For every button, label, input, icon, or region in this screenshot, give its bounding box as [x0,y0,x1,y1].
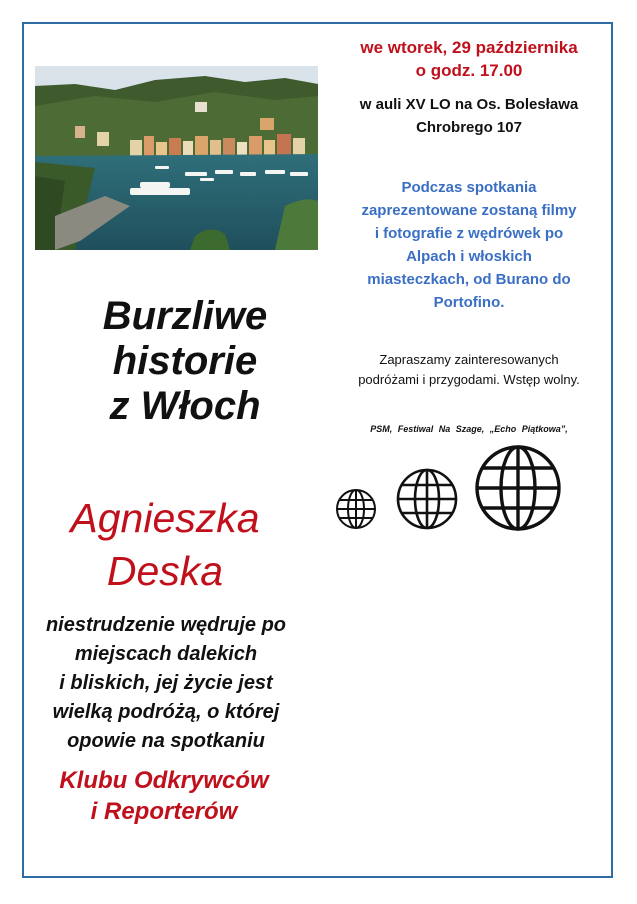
date-line: o godz. 17.00 [415,61,523,80]
description-line: zaprezentowane zostaną filmy [361,202,577,219]
event-place [330,93,608,139]
globe-icon [398,470,456,528]
place-line: Chrobrego 107 [416,119,522,136]
title-line: historie [112,339,258,383]
bio-line: i bliskich, jej życie jest [59,672,273,694]
event-date [330,36,608,82]
author-name [35,492,295,598]
description-line: Alpach i włoskich [406,248,532,265]
club-line: i Reporterów [90,798,238,825]
author-line: Agnieszka [70,495,260,541]
globe-icon [477,447,559,529]
title-line: Burzliwe [102,294,268,338]
club-line: Klubu Odkrywców [59,767,269,794]
club-name [40,765,288,827]
harbor-photo [35,66,318,250]
description-line: Portofino. [433,294,505,311]
description-line: miasteczkach, od Burano do [367,271,571,288]
bio-line: miejscach dalekich [74,643,258,665]
sponsors-text: PSM, Festiwal Na Szage, „Echo Piątkowa”, [370,424,568,434]
date-line: we wtorek, 29 października [360,38,578,57]
bio-line: wielką podróżą, o której [52,701,280,723]
description-line: Podczas spotkania [401,179,537,196]
invite-line: podróżami i przygodami. Wstęp wolny. [358,372,580,387]
event-title [60,294,310,429]
description-line: i fotografie z wędrówek po [374,225,564,242]
globe-icons [334,442,574,537]
title-line: z Włoch [109,384,261,428]
globe-icon [337,490,375,528]
invite-line: Zapraszamy zainteresowanych [379,352,559,367]
author-bio [30,611,302,756]
invitation-text [330,350,608,390]
bio-line: opowie na spotkaniu [67,730,265,752]
bio-line: niestrudzenie wędruje po [45,614,287,636]
place-line: w auli XV LO na Os. Bolesława [359,96,579,113]
author-line: Deska [106,548,224,594]
event-description [337,176,601,314]
